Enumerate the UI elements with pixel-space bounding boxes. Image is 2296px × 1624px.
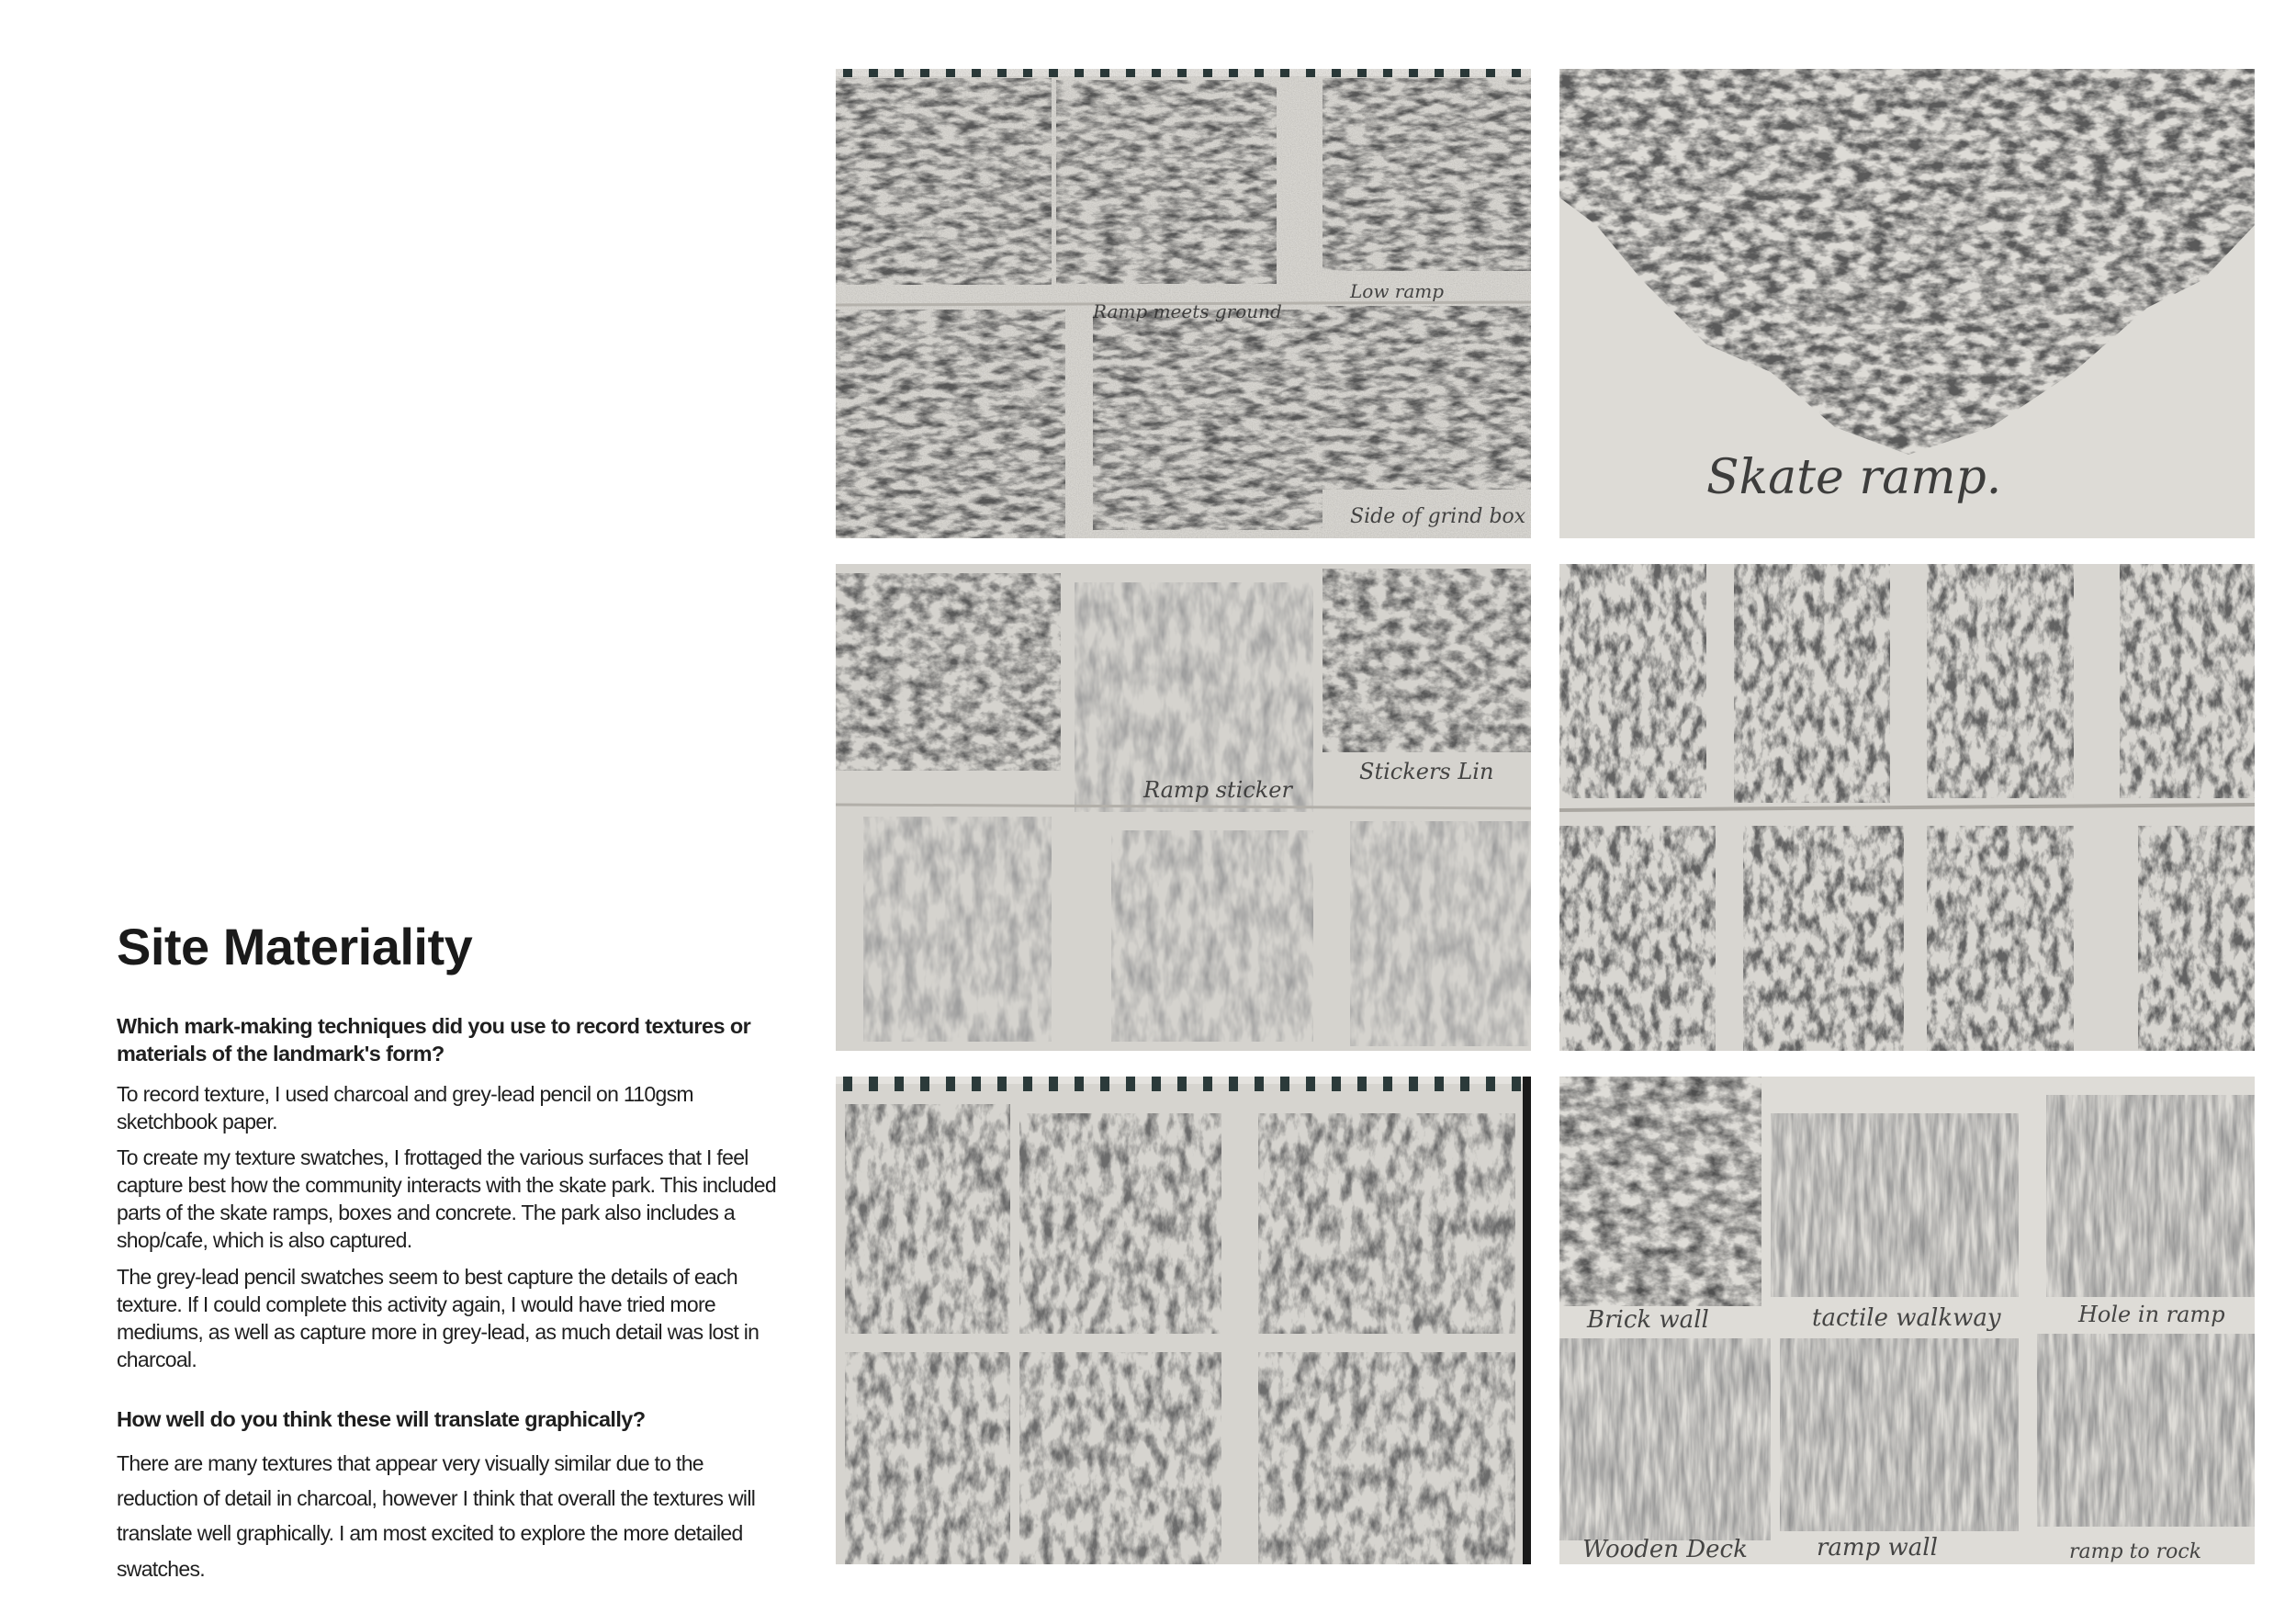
photo-6-label-3: Hole in ramp [2078,1302,2225,1327]
paragraph-1: To record texture, I used charcoal and grey-lead pencil on 110gsm sketchbook paper. [117,1081,693,1133]
photo-6-label-2: tactile walkway [1812,1304,2001,1332]
photo-1-label-3: Side of grind box [1350,505,1526,528]
photo-6-label-1: Brick wall [1587,1306,1709,1334]
photo-texture-swatches-2 [836,564,1531,1051]
photo-2-label: Skate ramp. [1706,450,2002,505]
photo-texture-swatches-5 [1559,1077,2255,1564]
photo-3-label-1: Ramp sticker [1143,777,1292,803]
photo-6-label-4: Wooden Deck [1582,1536,1748,1563]
photo-texture-swatches-4 [836,1077,1531,1564]
photo-6-label-5: ramp wall [1817,1534,1938,1562]
photo-5-art [836,1077,1531,1564]
question-2: How well do you think these will translate graphically? [117,1406,646,1431]
text-column [117,919,778,1596]
photo-1-label-2: Low ramp [1350,280,1445,302]
photo-texture-swatches-3 [1559,564,2255,1051]
photo-3-art [836,564,1531,1051]
photo-6-label-6: ramp to rock [2069,1540,2202,1563]
photo-1-label-1: Ramp meets ground [1093,300,1282,322]
photo-texture-swatches-1 [836,69,1531,538]
page-title: Site Materiality [117,918,473,976]
paragraph-3: The grey-lead pencil swatches seem to best capture the details of each texture. If I could complete this activity again, I would have tried more mediums, as well as capture more in grey-lead, as much detail was lost in charcoal. [117,1265,760,1371]
photo-4-art [1559,564,2255,1051]
answer-2: There are many textures that appear very visually similar due to the reduction of detail in charcoal, however I think that overall the textures will translate well graphically. I am most excited to explore the more detailed swatches. [117,1451,756,1581]
paragraph-2: To create my texture swatches, I frottaged the various surfaces that I feel capture best how the community interacts with the skate park. This included parts of the skate ramps, boxes and concrete. The park also includes a shop/cafe, which is also captured. [117,1145,776,1253]
photo-skate-ramp [1559,69,2255,538]
question-1: Which mark-making techniques did you use to record textures or materials of the landmark's form? [117,1013,751,1066]
photo-3-label-2: Stickers Lin [1359,759,1494,784]
